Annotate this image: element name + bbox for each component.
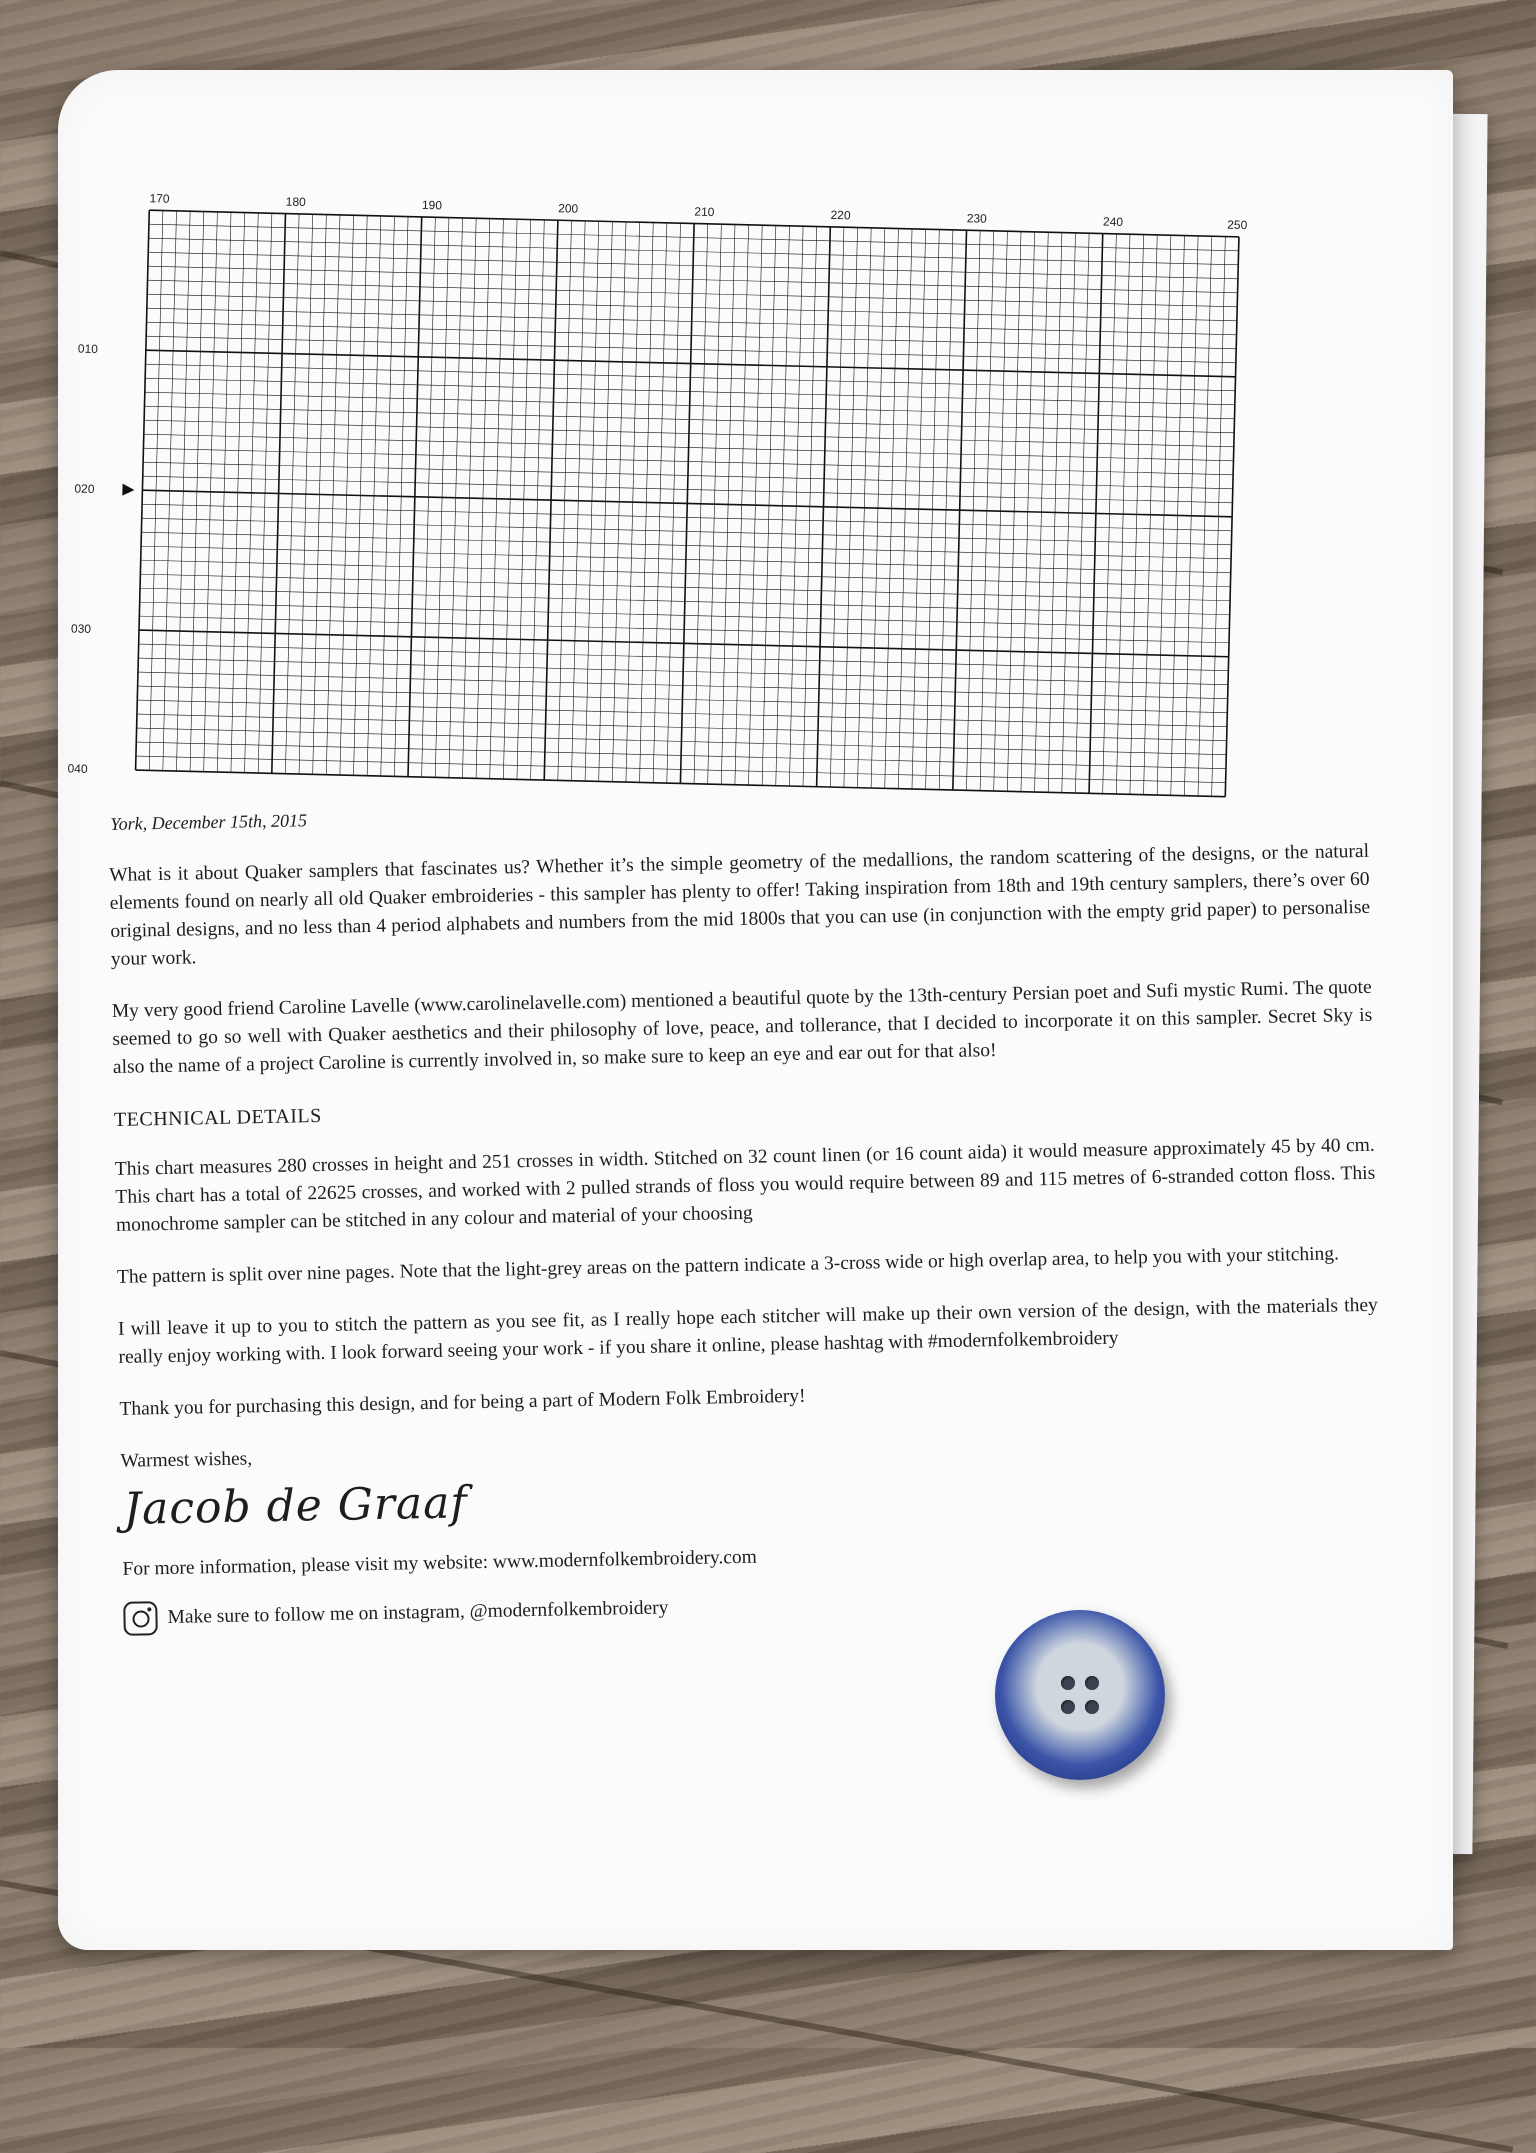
grid-chart bbox=[67, 180, 1299, 808]
y-tick-label: 010 bbox=[77, 341, 99, 357]
x-tick-label: 230 bbox=[966, 211, 988, 226]
sewing-button bbox=[995, 1610, 1165, 1780]
intro-paragraph: What is it about Quaker samplers that fascinates us? Whether it’s the simple geometry of the medallions, the random scattering of the designs, or the natural elements found on nearly all old Quaker embroideries - this sampler has plenty to offer! Taking inspiration from 18th and 19th century samplers, there’s over 60 original designs, and no less than 4 period alphabets and numbers from the mid 1800s that you can use (in conjunction with the empty grid paper) to personalise your work. bbox=[109, 840, 1371, 970]
closing-line: Warmest wishes, bbox=[120, 1448, 253, 1472]
x-tick-label: 170 bbox=[149, 191, 170, 206]
stitching-paragraph: I will leave it up to you to stitch the pattern as you see fit, as I really hope each stitcher will make up their own version of the design, with the materials they really enjoy working with. I look forward seeing your work - if you share it online, please hashtag with #modernfolkembroidery bbox=[117, 1294, 1378, 1368]
instagram-icon bbox=[123, 1601, 158, 1636]
x-tick-label: 180 bbox=[285, 194, 306, 210]
button-hole bbox=[1061, 1700, 1075, 1714]
x-tick-label: 210 bbox=[694, 204, 715, 220]
pages-paragraph: The pattern is split over nine pages. Note that the light-grey areas on the pattern indicate a 3-cross wide or high overlap area, to help you with your stitching. bbox=[116, 1243, 1340, 1288]
friend-paragraph: My very good friend Caroline Lavelle (www.carolinelavelle.com) mentioned a beautiful quote by the 13th-century Persian poet and Sufi mystic Rumi. The quote seemed to go so well with Quaker aesthetics and their philosophy of love, peace, and tollerance, that I decided to incorporate it on this sampler. Secret Sky is also the name of a project Caroline is currently involved in, so make sure to keep an eye and ear out for that also! bbox=[111, 976, 1373, 1078]
grid-paper bbox=[67, 180, 1299, 808]
signature: Jacob de Graaf bbox=[122, 1477, 469, 1535]
y-tick-label: 020 bbox=[74, 481, 95, 496]
y-tick-label: 040 bbox=[67, 761, 88, 776]
button-hole bbox=[1061, 1676, 1075, 1690]
x-tick-label: 190 bbox=[421, 197, 443, 213]
y-tick-label: 030 bbox=[70, 621, 92, 636]
x-tick-label: 220 bbox=[830, 207, 851, 223]
button-hole bbox=[1085, 1676, 1099, 1690]
instagram-line: Make sure to follow me on instagram, @modernfolkembroidery bbox=[167, 1597, 669, 1629]
letter-date: York, December 15th, 2015 bbox=[110, 810, 308, 834]
letter-text bbox=[108, 786, 1384, 1636]
x-tick-label: 240 bbox=[1102, 214, 1124, 230]
x-tick-label: 200 bbox=[558, 201, 579, 216]
technical-heading: TECHNICAL DETAILS bbox=[113, 1104, 322, 1131]
website-line: For more information, please visit my website: www.modernfolkembroidery.com bbox=[122, 1546, 758, 1580]
x-tick-label: 250 bbox=[1227, 217, 1248, 233]
button-hole bbox=[1085, 1700, 1099, 1714]
thanks-paragraph: Thank you for purchasing this design, and for being a part of Modern Folk Embroidery! bbox=[119, 1385, 806, 1420]
chart-size-paragraph: This chart measures 280 crosses in height and 251 crosses in width. Stitched on 32 count linen (or 16 count aida) it would measure approximately 45 by 40 cm. This chart has a total of 22625 crosses, and worked with 2 pulled strands of floss you would require between 89 and 115 metres of 6-stranded cotton floss. This monochrome sampler can be stitched in any colour and material of your choosing bbox=[114, 1134, 1376, 1236]
